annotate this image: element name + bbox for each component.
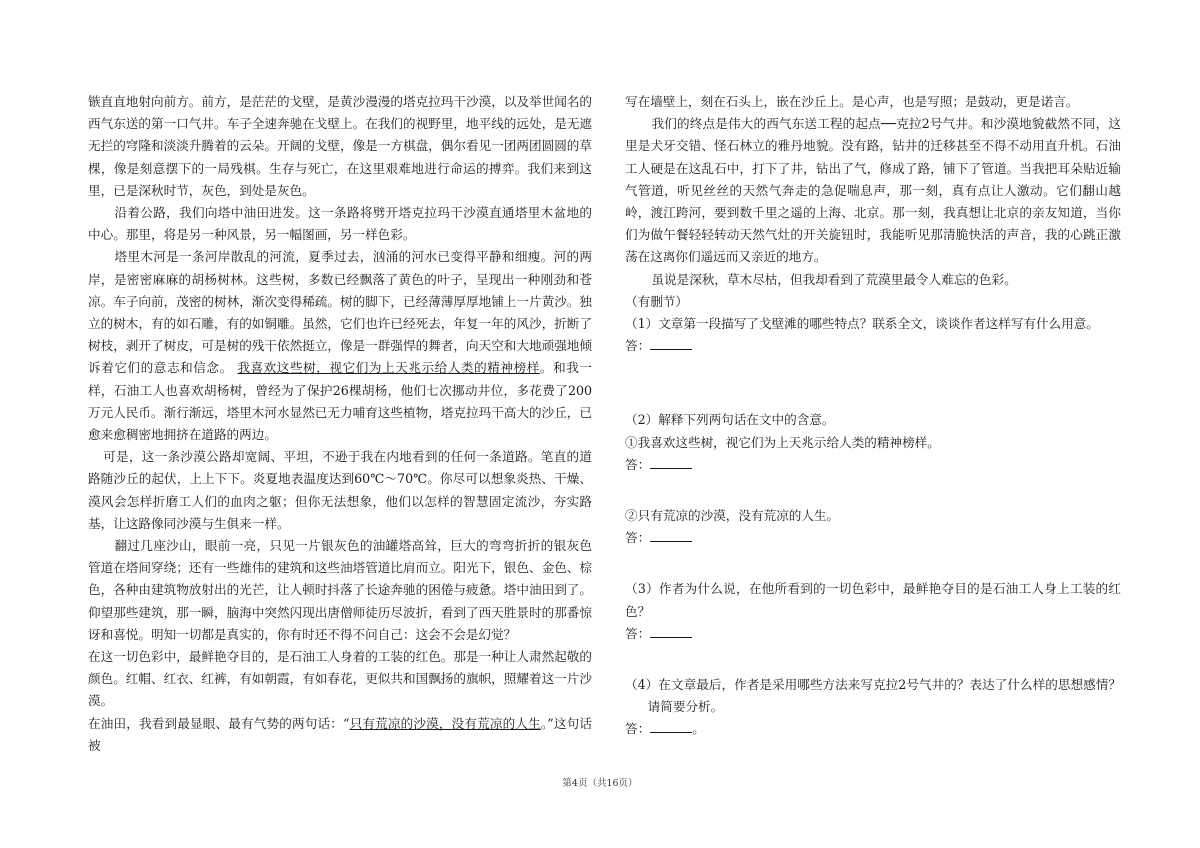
underlined-sentence-2: 只有荒凉的沙漠，没有荒凉的人生 (349, 715, 541, 731)
answer-blank-2a[interactable] (650, 456, 692, 469)
answer-line-3 (625, 623, 1121, 645)
question-2-part-2: ②只有荒凉的沙漠，没有荒凉的人生。 (625, 508, 840, 524)
right-paragraph-3: 虽说是深秋，草木尽枯，但我却看到了荒漠里最令人难忘的色彩。 (651, 271, 1017, 287)
right-column (625, 91, 1121, 741)
answer-label: 答： (625, 338, 651, 354)
answer-blank-4[interactable] (650, 720, 692, 733)
question-2: （2）解释下列两句话在文中的含意。 (625, 412, 835, 428)
left-paragraph-4: 可是，这一条沙漠公路却宽阔、平坦，不逊于我在内地看到的任何一条道路。笔直的道路随沙丘的起伏，上上下下。炎夏地表温度达到60℃～70℃。你尽可以想象炎热、干燥、漠风会怎样折磨工人们的血肉之躯；但你无法想象，他们以怎样的智慧固定流沙，夯实路基，让这路像同沙漠与生俱来一样。 (88, 449, 592, 531)
left-paragraph-6: 在这一切色彩中，最鲜艳夺目的，是石油工人身着的工装的红色。那是一种让人肃然起敬的颜色。红帽、红衣、红裤，有如朝霞，有如春花，更似共和国飘扬的旗帜，照耀着这一片沙漠。 (88, 649, 592, 709)
answer-label: 答： (625, 721, 651, 737)
right-paragraph-1: 写在墙壁上，刻在石头上，嵌在沙丘上。是心声，也是写照；是鼓动，更是诺言。 (625, 94, 1079, 109)
left-paragraph-7-end: 。”这句话被 (88, 715, 592, 753)
answer-blank-2b[interactable] (650, 529, 692, 542)
right-paragraph-2: 我们的终点是伟大的西气东送工程的起点──克拉2号气井。和沙漠地貌截然不同，这里是犬牙交错、怪石林立的雅丹地貌。没有路，钻井的迁移甚至不得不动用直升机。石油工人硬是在这乱石中，打下了井，钻出了气，修成了路，铺下了管道。当我把耳朵贴近输气管道，听见丝丝的天然气奔走的急促喘息声，那一刻，真有点让人激动。它们翻山越岭，渡江跨河，要到数千里之遥的上海、北京。那一刻，我真想让北京的亲友知道，当你们为做午餐轻轻转动天然气灶的开关旋钮时，我能听见那清脆快活的声音，我的心跳正激荡在这离你们遥远而又亲近的地方。 (625, 116, 1121, 265)
question-3: （3）作者为什么说，在他所看到的一切色彩中，最鲜艳夺目的是石油工人身上工装的红色？ (625, 581, 1121, 619)
left-paragraph-2: 沿着公路，我们向塔中油田进发。这一条路将劈开塔克拉玛干沙漠直通塔里木盆地的中心。那里，将是另一种风景，另一幅图画，另一样色彩。 (88, 205, 592, 243)
answer-blank-3[interactable] (650, 625, 692, 638)
abridged-note: （有删节） (625, 293, 688, 309)
answer-label: 答： (625, 625, 651, 641)
page-footer: 第4页（共16页） (562, 778, 638, 789)
left-column (88, 91, 592, 757)
answer-line-2a (625, 454, 1121, 476)
question-1: （1）文章第一段描写了戈壁滩的哪些特点？联系全文，谈谈作者这样写有什么用意。 (625, 316, 1099, 332)
question-2-part-1: ①我喜欢这些树，视它们为上天兆示给人类的精神榜样。 (625, 434, 940, 450)
answer-line-4 (625, 718, 1121, 740)
left-paragraph-3-start: 塔里木河是一条河岸散乱的河流，夏季过去，汹涌的河水已变得平静和细瘦。河的两岸，是密密麻麻的胡杨树林。这些树，多数已经飘落了黄色的叶子，呈现出一种刚劲和苍凉。车子向前，茂密的树林，渐次变得稀疏。树的脚下，已经薄薄厚厚地铺上一片黄沙。独立的树木，有的如石雕，有的如铜雕。虽然，它们也许已经死去，年复一年的风沙，折断了树枝，剥开了树皮，可是树的残干依然挺立，像是一群强悍的舞者，向天空和大地顽强地倾诉着它们的意志和信念。 (88, 249, 592, 376)
left-paragraph-5: 翻过几座沙山，眼前一亮，只见一片银灰色的油罐塔高耸，巨大的弯弯折折的银灰色管道在塔间穿绕；还有一些雄伟的建筑和这些油塔管道比肩而立。阳光下，银色、金色、棕色，各种由建筑物放射出的光芒，让人顿时抖落了长途奔驰的困倦与疲惫。塔中油田到了。仰望那些建筑，那一瞬，脑海中突然闪现出唐僧师徒历尽波折，看到了西天胜景时的那番惊讶和喜悦。明知一切都是真实的，你有时还不得不问自己：这会不会是幻觉？ (88, 538, 592, 642)
underlined-sentence-1: 我喜欢这些树，视它们为上天兆示给人类的精神榜样 (237, 360, 540, 376)
answer-end-period: 。 (692, 721, 705, 737)
answer-label: 答： (625, 456, 651, 472)
answer-line-1 (625, 335, 1121, 357)
left-paragraph-3-end: 。和我一样，石油工人也喜欢胡杨树，曾经为了保护26棵胡杨，他们七次挪动井位，多花费了200万元人民币。渐行渐远，塔里木河水显然已无力哺育这些植物，塔克拉玛干高大的沙丘，已愈来愈稠密地拥挤在道路的两边。 (88, 360, 593, 443)
left-paragraph-7-start: 在油田，我看到最显眼、最有气势的两句话：“ (88, 715, 350, 731)
answer-blank-1[interactable] (650, 337, 692, 350)
answer-line-2b (625, 527, 1121, 549)
answer-label: 答： (625, 530, 651, 546)
question-4: （4）在文章最后，作者是采用哪些方法来写克拉2号气井的？表达了什么样的思想感情？请简要分析。 (625, 677, 1121, 715)
left-paragraph-1: 镞直直地射向前方。前方，是茫茫的戈壁，是黄沙漫漫的塔克拉玛干沙漠，以及举世闻名的西气东送的第一口气井。车子全速奔驰在戈壁上。在我们的视野里，地平线的远处，是无遮无拦的穹隆和淡淡升腾着的云朵。开阔的戈壁，像是一方棋盘，偶尔看见一团两团圆圆的草棵，像是刻意摆下的一局残棋。生存与死亡，在这里艰难地进行命运的搏弈。我们来到这里，已是深秋时节，灰色，到处是灰色。 (88, 94, 592, 198)
left-paragraph-7 (88, 713, 592, 757)
left-paragraph-3 (88, 246, 592, 446)
